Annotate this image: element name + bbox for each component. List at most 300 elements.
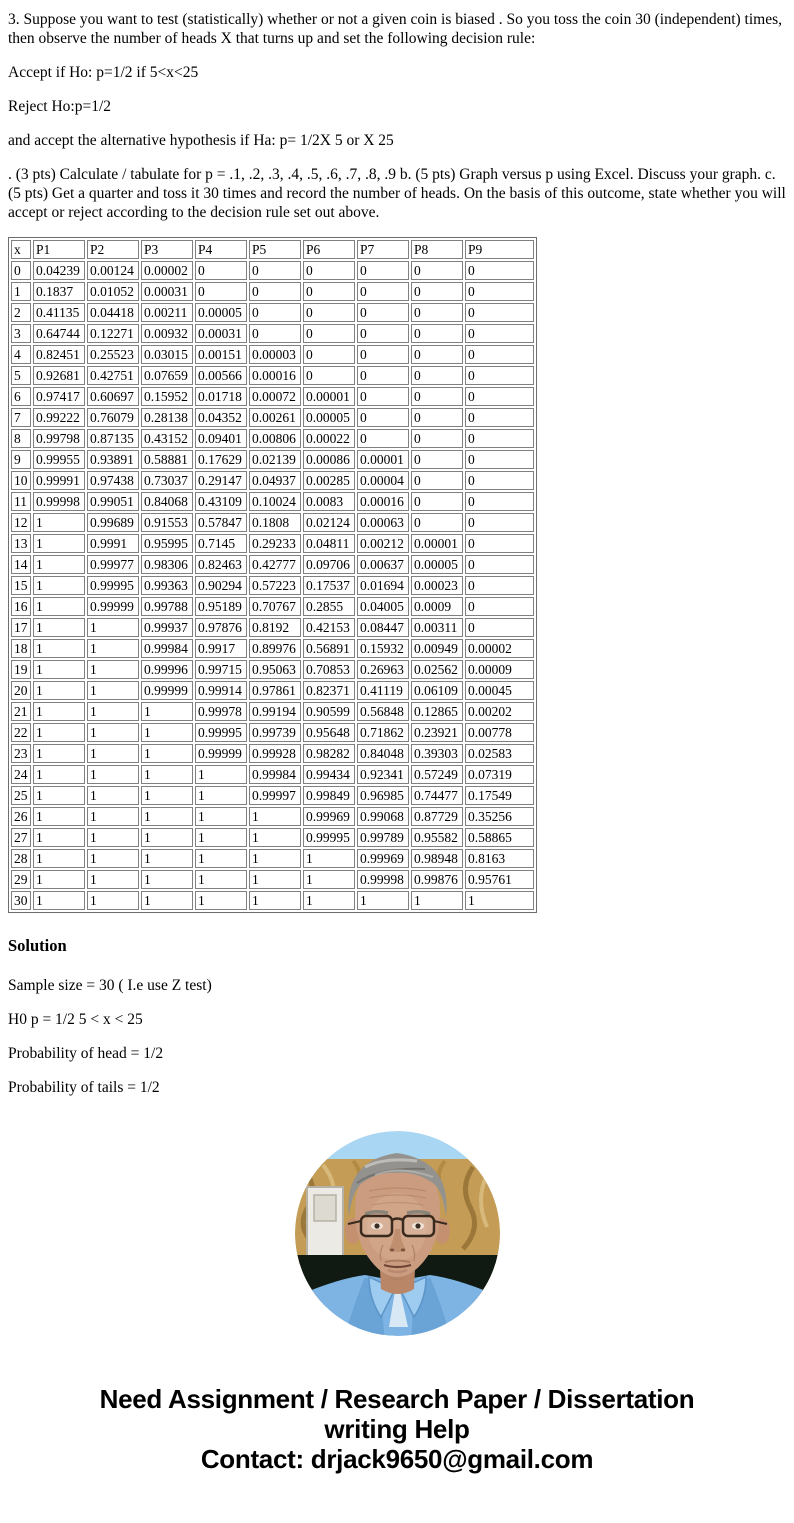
tutor-photo (295, 1131, 500, 1336)
probability-cell: 0.00202 (465, 702, 534, 721)
probability-cell: 0 (465, 534, 534, 553)
probability-cell: 0.58881 (141, 450, 193, 469)
solution-hypothesis: H0 p = 1/2 5 < x < 25 (8, 1011, 143, 1028)
probability-cell: 1 (249, 849, 301, 868)
table-row (11, 366, 534, 385)
probability-cell: 0.8163 (465, 849, 534, 868)
probability-cell: 0.00001 (303, 387, 355, 406)
accept-rule: Accept if Ho: p=1/2 if 5<x<25 (8, 64, 199, 81)
probability-cell: 0.43152 (141, 429, 193, 448)
probability-cell: 0.92341 (357, 765, 409, 784)
probability-cell: 0.09706 (303, 555, 355, 574)
x-value-cell: 9 (11, 450, 31, 469)
table-header-row (11, 240, 534, 259)
probability-cell: 0.99984 (141, 639, 193, 658)
probability-cell: 0.02583 (465, 744, 534, 763)
probability-cell: 0.90294 (195, 576, 247, 595)
probability-cell: 0.23921 (411, 723, 463, 742)
x-value-cell: 16 (11, 597, 31, 616)
probability-cell: 0.99997 (249, 786, 301, 805)
column-header: P1 (33, 240, 85, 259)
probability-cell: 0.00009 (465, 660, 534, 679)
table-row (11, 870, 534, 889)
table-row (11, 282, 534, 301)
x-value-cell: 12 (11, 513, 31, 532)
probability-cell: 0.9991 (87, 534, 139, 553)
probability-cell: 0.01718 (195, 387, 247, 406)
table-row (11, 660, 534, 679)
tutor-photo-illustration (295, 1131, 500, 1336)
probability-cell: 0.99998 (357, 870, 409, 889)
probability-cell: 1 (249, 807, 301, 826)
x-value-cell: 13 (11, 534, 31, 553)
probability-cell: 1 (87, 639, 139, 658)
probability-cell: 0 (357, 387, 409, 406)
x-value-cell: 30 (11, 891, 31, 910)
probability-cell: 0.99788 (141, 597, 193, 616)
probability-cell: 0.1808 (249, 513, 301, 532)
x-value-cell: 7 (11, 408, 31, 427)
probability-cell: 0.26963 (357, 660, 409, 679)
x-value-cell: 23 (11, 744, 31, 763)
probability-cell: 0.99068 (357, 807, 409, 826)
probability-cell: 0.99194 (249, 702, 301, 721)
probability-cell: 0 (249, 261, 301, 280)
x-value-cell: 24 (11, 765, 31, 784)
probability-cell: 0.99876 (411, 870, 463, 889)
probability-cell: 0.06109 (411, 681, 463, 700)
probability-cell: 0.99984 (249, 765, 301, 784)
probability-cell: 0 (465, 471, 534, 490)
probability-cell: 0 (303, 345, 355, 364)
probability-cell: 0.99914 (195, 681, 247, 700)
solution-prob-tails: Probability of tails = 1/2 (8, 1079, 160, 1096)
probability-cell: 0 (465, 555, 534, 574)
probability-cell: 0 (465, 492, 534, 511)
probability-cell: 0.87135 (87, 429, 139, 448)
table-row (11, 828, 534, 847)
footer-line-2: writing Help (324, 1414, 470, 1444)
probability-cell: 0.97876 (195, 618, 247, 637)
probability-cell: 1 (141, 744, 193, 763)
probability-cell: 0 (465, 513, 534, 532)
probability-cell: 0 (465, 576, 534, 595)
probability-cell: 0.92681 (33, 366, 85, 385)
probability-cell: 0.60697 (87, 387, 139, 406)
probability-cell: 0 (411, 345, 463, 364)
probability-cell: 0.99991 (33, 471, 85, 490)
probability-cell: 0.98306 (141, 555, 193, 574)
alternative-hypothesis: and accept the alternative hypothesis if Ha: p= 1/2X 5 or X 25 (8, 132, 394, 149)
probability-cell: 0.00063 (357, 513, 409, 532)
column-header: P2 (87, 240, 139, 259)
probability-cell: 0.56848 (357, 702, 409, 721)
x-value-cell: 11 (11, 492, 31, 511)
table-row (11, 681, 534, 700)
probability-cell: 0.04352 (195, 408, 247, 427)
probability-cell: 0.01694 (357, 576, 409, 595)
probability-cell: 0.82463 (195, 555, 247, 574)
probability-cell: 0.91553 (141, 513, 193, 532)
probability-cell: 0.07659 (141, 366, 193, 385)
probability-cell: 0.71862 (357, 723, 409, 742)
probability-cell: 1 (141, 891, 193, 910)
probability-cell: 0.00637 (357, 555, 409, 574)
table-row (11, 702, 534, 721)
probability-cell: 0 (303, 324, 355, 343)
probability-cell: 1 (303, 870, 355, 889)
table-row (11, 492, 534, 511)
x-value-cell: 21 (11, 702, 31, 721)
probability-cell: 0.99051 (87, 492, 139, 511)
probability-cell: 0.41135 (33, 303, 85, 322)
table-row (11, 744, 534, 763)
x-value-cell: 5 (11, 366, 31, 385)
probability-cell: 0.00566 (195, 366, 247, 385)
probability-cell: 0.90599 (303, 702, 355, 721)
probability-cell: 0.00932 (141, 324, 193, 343)
probability-cell: 1 (87, 891, 139, 910)
probability-cell: 0.00001 (411, 534, 463, 553)
probability-cell: 0.73037 (141, 471, 193, 490)
probability-cell: 0.57223 (249, 576, 301, 595)
probability-cell: 1 (33, 723, 85, 742)
probability-cell: 1 (141, 828, 193, 847)
probability-cell: 0.99689 (87, 513, 139, 532)
probability-cell: 0.9917 (195, 639, 247, 658)
probability-cell: 0 (465, 324, 534, 343)
probability-cell: 1 (87, 618, 139, 637)
table-row (11, 576, 534, 595)
probability-cell: 0 (465, 597, 534, 616)
probability-cell: 0 (465, 366, 534, 385)
probability-cell: 0 (411, 282, 463, 301)
table-row (11, 429, 534, 448)
probability-cell: 1 (141, 870, 193, 889)
x-value-cell: 25 (11, 786, 31, 805)
probability-cell: 1 (249, 828, 301, 847)
x-value-cell: 2 (11, 303, 31, 322)
probability-cell: 0.99849 (303, 786, 355, 805)
column-header: x (11, 240, 31, 259)
probability-cell: 1 (33, 744, 85, 763)
probability-cell: 0 (357, 324, 409, 343)
probability-cell: 0.12271 (87, 324, 139, 343)
probability-cell: 0.95995 (141, 534, 193, 553)
probability-cell: 1 (195, 870, 247, 889)
probability-cell: 0.00004 (357, 471, 409, 490)
probability-cell: 0.00211 (141, 303, 193, 322)
probability-cell: 1 (141, 807, 193, 826)
table-row (11, 723, 534, 742)
probability-cell: 0 (357, 366, 409, 385)
probability-cell: 0.28138 (141, 408, 193, 427)
probability-cell: 0.99996 (141, 660, 193, 679)
table-row (11, 555, 534, 574)
probability-cell: 0 (465, 282, 534, 301)
probability-cell: 0 (303, 261, 355, 280)
probability-cell: 0 (411, 513, 463, 532)
probability-cell: 0 (303, 303, 355, 322)
column-header: P8 (411, 240, 463, 259)
probability-cell: 0.99995 (87, 576, 139, 595)
probability-cell: 1 (87, 702, 139, 721)
probability-cell: 0.1837 (33, 282, 85, 301)
probability-cell: 0 (357, 282, 409, 301)
probability-cell: 0 (249, 282, 301, 301)
table-row (11, 807, 534, 826)
probability-cell: 1 (33, 660, 85, 679)
probability-cell: 0 (465, 408, 534, 427)
probability-cell: 1 (33, 618, 85, 637)
probability-cell: 0.02139 (249, 450, 301, 469)
probability-cell: 1 (195, 765, 247, 784)
probability-cell: 1 (303, 891, 355, 910)
probability-cell: 0.97417 (33, 387, 85, 406)
probability-cell: 0.84048 (357, 744, 409, 763)
probability-cell: 1 (33, 513, 85, 532)
column-header: P7 (357, 240, 409, 259)
table-row (11, 513, 534, 532)
probability-cell: 0.58865 (465, 828, 534, 847)
probability-cell: 0 (465, 261, 534, 280)
probability-cell: 0.43109 (195, 492, 247, 511)
column-header: P6 (303, 240, 355, 259)
probability-cell: 0.7145 (195, 534, 247, 553)
probability-cell: 0.99798 (33, 429, 85, 448)
x-value-cell: 29 (11, 870, 31, 889)
probability-cell: 0.99222 (33, 408, 85, 427)
probability-cell: 0.95063 (249, 660, 301, 679)
probability-cell: 0.00003 (249, 345, 301, 364)
probability-cell: 0 (411, 450, 463, 469)
x-value-cell: 15 (11, 576, 31, 595)
probability-cell: 1 (33, 849, 85, 868)
probability-cell: 0.99977 (87, 555, 139, 574)
x-value-cell: 4 (11, 345, 31, 364)
probability-cell: 0.00002 (465, 639, 534, 658)
probability-cell: 0.17629 (195, 450, 247, 469)
probability-cell: 0.00949 (411, 639, 463, 658)
probability-cell: 0.10024 (249, 492, 301, 511)
solution-sample-size: Sample size = 30 ( I.e use Z test) (8, 977, 212, 994)
probability-cell: 1 (33, 786, 85, 805)
probability-cell: 1 (195, 891, 247, 910)
probability-cell: 0.84068 (141, 492, 193, 511)
probability-cell: 1 (87, 681, 139, 700)
probability-cell: 1 (141, 849, 193, 868)
x-value-cell: 14 (11, 555, 31, 574)
probability-cell: 0.00072 (249, 387, 301, 406)
probability-cell: 1 (87, 849, 139, 868)
probability-cell: 0.35256 (465, 807, 534, 826)
x-value-cell: 1 (11, 282, 31, 301)
x-value-cell: 3 (11, 324, 31, 343)
table-row (11, 408, 534, 427)
probability-cell: 0.96985 (357, 786, 409, 805)
probability-cell: 0.42751 (87, 366, 139, 385)
probability-cell: 0.76079 (87, 408, 139, 427)
probability-cell: 0.8192 (249, 618, 301, 637)
probability-cell: 0 (465, 303, 534, 322)
x-value-cell: 19 (11, 660, 31, 679)
footer-line-1: Need Assignment / Research Paper / Dissertation (99, 1384, 695, 1414)
probability-cell: 0.41119 (357, 681, 409, 700)
probability-cell: 0.99969 (303, 807, 355, 826)
table-row (11, 303, 534, 322)
solution-prob-head: Probability of head = 1/2 (8, 1045, 164, 1062)
table-row (11, 786, 534, 805)
probability-cell: 0.87729 (411, 807, 463, 826)
probability-cell: 0 (465, 450, 534, 469)
probability-cell: 0 (465, 387, 534, 406)
probability-cell: 0.12865 (411, 702, 463, 721)
probability-cell: 0.82451 (33, 345, 85, 364)
table-row (11, 261, 534, 280)
footer-line-3: Contact: drjack9650@gmail.com (200, 1444, 594, 1474)
probability-cell: 0.00124 (87, 261, 139, 280)
probability-cell: 0.09401 (195, 429, 247, 448)
probability-cell: 0 (465, 618, 534, 637)
probability-cell: 0.98282 (303, 744, 355, 763)
probability-cell: 0 (411, 429, 463, 448)
probability-cell: 1 (195, 849, 247, 868)
probability-cell: 0.00261 (249, 408, 301, 427)
probability-cell: 0.04811 (303, 534, 355, 553)
probability-cell: 0.95648 (303, 723, 355, 742)
table-row (11, 891, 534, 910)
probability-cell: 1 (87, 786, 139, 805)
probability-cell: 0 (411, 492, 463, 511)
probability-cell: 0.95761 (465, 870, 534, 889)
probability-cell: 0.00005 (303, 408, 355, 427)
x-value-cell: 10 (11, 471, 31, 490)
probability-cell: 0.99999 (195, 744, 247, 763)
probability-cell: 1 (33, 555, 85, 574)
probability-cell: 0.99978 (195, 702, 247, 721)
probability-cell: 0.04239 (33, 261, 85, 280)
table-row (11, 450, 534, 469)
probability-cell: 0 (195, 282, 247, 301)
probability-cell: 0.00778 (465, 723, 534, 742)
probability-cell: 0.99998 (33, 492, 85, 511)
probability-cell: 0.99789 (357, 828, 409, 847)
probability-cell: 0.00016 (357, 492, 409, 511)
probability-cell: 0 (411, 324, 463, 343)
table-row (11, 324, 534, 343)
probability-cell: 1 (87, 723, 139, 742)
column-header: P5 (249, 240, 301, 259)
probability-cell: 0.00023 (411, 576, 463, 595)
probability-cell: 0.56891 (303, 639, 355, 658)
probability-cell: 0.29147 (195, 471, 247, 490)
probability-cell: 1 (33, 765, 85, 784)
probability-cell: 0 (249, 324, 301, 343)
probability-cell: 1 (87, 807, 139, 826)
probability-cell: 0.04937 (249, 471, 301, 490)
probability-cell: 0.97438 (87, 471, 139, 490)
probability-cell: 0.00806 (249, 429, 301, 448)
probability-cell: 0 (411, 387, 463, 406)
probability-cell: 0 (465, 429, 534, 448)
probability-cell: 0 (411, 261, 463, 280)
probability-cell: 1 (195, 786, 247, 805)
probability-cell: 1 (87, 828, 139, 847)
probability-cell: 1 (141, 786, 193, 805)
probability-cell: 0.00285 (303, 471, 355, 490)
x-value-cell: 8 (11, 429, 31, 448)
x-value-cell: 18 (11, 639, 31, 658)
probability-cell: 0.00031 (195, 324, 247, 343)
probability-cell: 0.74477 (411, 786, 463, 805)
table-row (11, 387, 534, 406)
probability-cell: 1 (141, 702, 193, 721)
probability-cell: 1 (87, 765, 139, 784)
probability-cell: 0.99999 (141, 681, 193, 700)
probability-cell: 0.00151 (195, 345, 247, 364)
probability-cell: 1 (195, 807, 247, 826)
x-value-cell: 17 (11, 618, 31, 637)
table-row (11, 534, 534, 553)
probability-cell: 1 (195, 828, 247, 847)
probability-cell: 1 (33, 807, 85, 826)
probability-cell: 1 (87, 870, 139, 889)
probability-cell: 0.00022 (303, 429, 355, 448)
probability-cell: 0.39303 (411, 744, 463, 763)
probability-cell: 0.08447 (357, 618, 409, 637)
probability-cell: 0.95189 (195, 597, 247, 616)
probability-cell: 0.00001 (357, 450, 409, 469)
probability-cell: 0.99999 (87, 597, 139, 616)
x-value-cell: 22 (11, 723, 31, 742)
problem-intro: 3. Suppose you want to test (statistically) whether or not a given coin is biased . So you toss the coin 30 (independent) times, then observe the number of heads X that turns up and set the following decision rule: (8, 11, 783, 47)
x-value-cell: 6 (11, 387, 31, 406)
table-row (11, 597, 534, 616)
probability-cell: 0.00045 (465, 681, 534, 700)
probability-cell: 0 (195, 261, 247, 280)
probability-cell: 0.15932 (357, 639, 409, 658)
probability-cell: 0.99937 (141, 618, 193, 637)
probability-cell: 0.01052 (87, 282, 139, 301)
probability-cell: 0.99434 (303, 765, 355, 784)
probability-cell: 0 (411, 408, 463, 427)
probability-cell: 0.97861 (249, 681, 301, 700)
probability-cell: 1 (33, 891, 85, 910)
probability-cell: 1 (33, 534, 85, 553)
probability-cell: 0 (249, 303, 301, 322)
probability-cell: 1 (33, 639, 85, 658)
probability-cell: 0.02562 (411, 660, 463, 679)
table-row (11, 471, 534, 490)
probability-cell: 0.00311 (411, 618, 463, 637)
probability-cell: 0.15952 (141, 387, 193, 406)
probability-cell: 0.99955 (33, 450, 85, 469)
probability-cell: 1 (33, 828, 85, 847)
probability-cell: 0.03015 (141, 345, 193, 364)
probability-cell: 0.42153 (303, 618, 355, 637)
probability-cell: 0.02124 (303, 513, 355, 532)
probability-cell: 0.17549 (465, 786, 534, 805)
probability-cell: 0.17537 (303, 576, 355, 595)
probability-cell: 0.93891 (87, 450, 139, 469)
x-value-cell: 20 (11, 681, 31, 700)
probability-cell: 0 (411, 366, 463, 385)
probability-cell: 0.70767 (249, 597, 301, 616)
table-row (11, 849, 534, 868)
probability-cell: 0 (465, 345, 534, 364)
probability-cell: 1 (33, 597, 85, 616)
solution-heading: Solution (8, 936, 67, 955)
